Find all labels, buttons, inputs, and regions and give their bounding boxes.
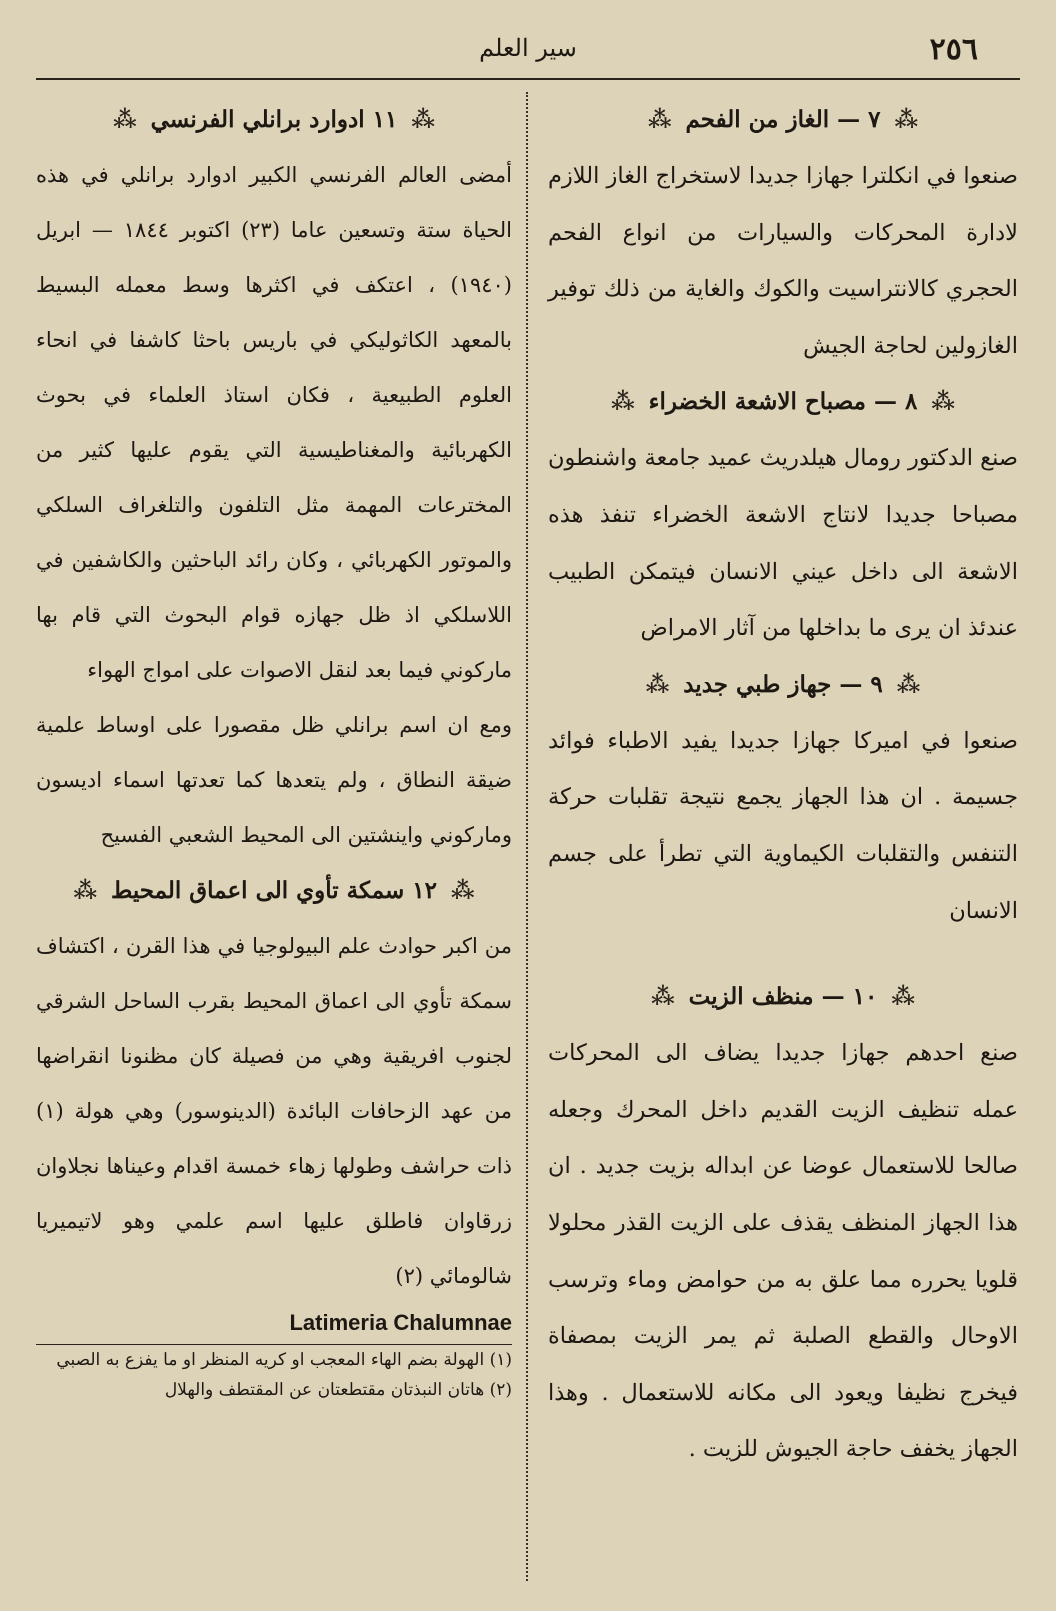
- footnote-1: (١) الهولة بضم الهاء المعجب او كريه المنظر او ما يفزع به الصبي: [56, 1350, 512, 1370]
- ornament-icon: ⁂: [891, 983, 915, 1011]
- ornament-icon: ⁂: [73, 877, 97, 904]
- ornament-icon: ⁂: [894, 106, 919, 133]
- section-10-heading: [548, 969, 1018, 1025]
- section-8-text: صنع الدكتور رومال هيلدريث عميد جامعة واشنطون مصباحا جديدا لانتاج الاشعة الخضراء تنفذ هذه الاشعة الى داخل عيني الانسان فيتمكن الطبيب عندئذ ان يرى ما بداخلها من آثار الامراض: [548, 445, 1018, 642]
- ornament-icon: ⁂: [411, 106, 435, 133]
- section-9-heading: [548, 657, 1018, 713]
- section-9-text: صنعوا في اميركا جهازا جديدا يفيد الاطباء فوائد جسيمة . ان هذا الجهاز يجمع نتيجة تقلبات حركة التنفس والتقلبات الكيماوية التي تطرأ على جسم الانسان: [548, 727, 1018, 924]
- section-8-title: ٨ — مصباح الاشعة الخضراء: [648, 388, 918, 416]
- ornament-icon: ⁂: [113, 106, 137, 133]
- section-11-heading: [36, 92, 512, 148]
- latin-species-name: Latimeria Chalumnae: [289, 1310, 512, 1335]
- section-7-title: ٧ — الغاز من الفحم: [685, 106, 881, 133]
- section-10-text: صنع احدهم جهازا جديدا يضاف الى المحركات عمله تنظيف الزيت القديم داخل المحرك وجعله صالحا للاستعمال عوضا عن ابداله بزيت جديد . ان هذا الجهاز المنظف يقذف على الزيت القذر محلولا قلويا يحرره مما علق به من حوامض وماء وترسب الاوحال والقطع الصلبة ثم يمر الزيت بمصفاة فيخرج نظيفا ويعود الى مكانه للاستعمال . وهذا الجهاز يخفف حاجة الجيوش للزيت .: [548, 1040, 1018, 1463]
- page-header: [38, 28, 1018, 72]
- section-12-title: ١٢ سمكة تأوي الى اعماق المحيط: [110, 877, 438, 904]
- ornament-icon: ⁂: [647, 106, 672, 133]
- ornament-icon: ⁂: [451, 877, 475, 904]
- section-11-text: أمضى العالم الفرنسي الكبير ادوارد برانلي في هذه الحياة ستة وتسعين عاما (٢٣) اكتوبر ١٨٤٤ — ابريل (١٩٤٠) ، اعتكف في اكثرها وسط معمله البسيط بالمعهد الكاثوليكي في باريس باحثا كاشفا في انحاء العلوم الطبيعية ، فكان استاذ العلماء في بحوث الكهربائية والمغناطيسية التي يقوم عليها كثير من المخترعات المهمة مثل التلفون والتلغراف السلكي والموتور الكهربائي ، وكان رائد الباحثين والكاشفين في اللاسلكي اذ ظل جهازه قوام البحوث التي قام بها ماركوني فيما بعد لنقل الاصوات على امواج الهواء: [36, 163, 512, 682]
- spacer: [548, 939, 1018, 969]
- running-title: سير العلم: [479, 34, 577, 62]
- section-7-text: صنعوا في انكلترا جهازا جديدا لاستخراج الغاز اللازم لادارة المحركات والسيارات من انواع الفحم الحجري كالانتراسيت والكوك والغاية من ذلك توفير الغازولين لحاجة الجيش: [548, 163, 1018, 359]
- ornament-icon: ⁂: [645, 670, 670, 698]
- ornament-icon: ⁂: [931, 388, 955, 416]
- section-11-text-continued: ومع ان اسم برانلي ظل مقصورا على اوساط علمية ضيقة النطاق ، ولم يتعدها كما تعدتها اسماء اديسون وماركوني واينشتين الى المحيط الشعبي الفسيح: [36, 713, 512, 847]
- section-12-heading: [36, 863, 512, 919]
- section-12-text: من اكبر حوادث علم البيولوجيا في هذا القرن ، اكتشاف سمكة تأوي الى اعماق المحيط بقرب الساحل الشرقي لجنوب افريقية وهي من فصيلة كان مظنونا انقراضها من عهد الزحافات البائدة (الدينوسور) وهي هولة (١) ذات حراشف وطولها زهاء خمسة اقدام وعيناها نجلاوان زرقاوان فاطلق عليها اسم علمي وهو لاتيميريا شالومائي (٢): [36, 934, 512, 1288]
- right-column: [548, 92, 1018, 1478]
- column-divider: [526, 92, 528, 1581]
- header-rule: [36, 78, 1020, 80]
- ornament-icon: ⁂: [611, 388, 635, 416]
- section-9-title: ٩ — جهاز طبي جديد: [683, 670, 883, 698]
- ornament-icon: ⁂: [651, 983, 675, 1011]
- section-8-heading: [548, 374, 1018, 430]
- section-11-title: ١١ ادوارد برانلي الفرنسي: [150, 106, 398, 133]
- section-10-title: ١٠ — منظف الزيت: [688, 983, 878, 1011]
- left-column: [36, 92, 512, 1582]
- page-number: ٢٥٦: [929, 32, 978, 67]
- section-7-heading: [548, 92, 1018, 148]
- ornament-icon: ⁂: [896, 670, 921, 698]
- footnote-2: (٢) هاتان النبذتان مقتطعتان عن المقتطف والهلال: [164, 1380, 512, 1400]
